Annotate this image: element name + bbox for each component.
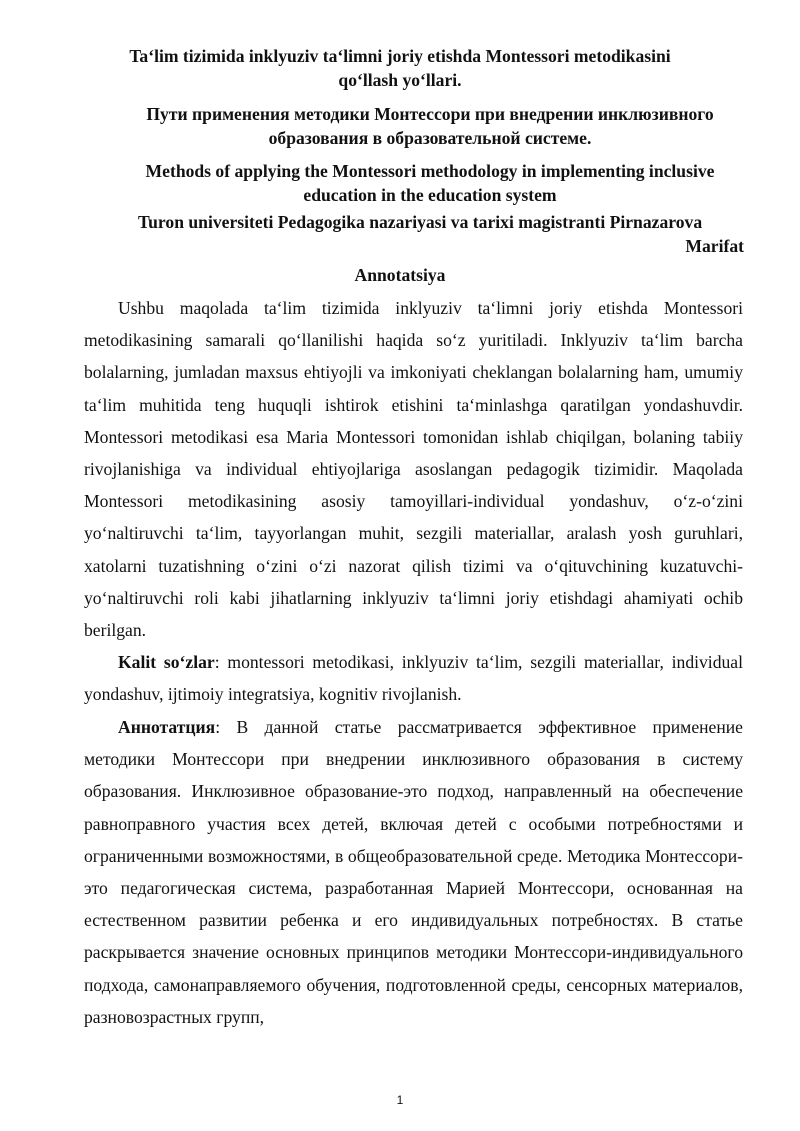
- annotation-heading: Annotatsiya: [354, 265, 446, 285]
- keywords-text: : montessori metodikasi, inklyuziv ta‘lim, sezgili materiallar, individual yondashuv, ijtimoiy integratsiya, kognitiv rivojlanish.: [84, 652, 743, 705]
- abstract-russian: [84, 711, 743, 1033]
- keywords-label: Kalit so‘zlar: [118, 652, 215, 672]
- author-affiliation: Turon universiteti Pedagogika nazariyasi va tarixi magistranti Pirnazarova: [138, 212, 703, 232]
- title-uzbek: Ta‘lim tizimida inklyuziv ta‘limni joriy etishda Montessori metodikasini qo‘llash yo‘llari.: [129, 46, 671, 90]
- author-name: Marifat: [685, 236, 744, 256]
- keywords-paragraph: [84, 646, 743, 710]
- title-russian: Пути применения методики Монтессори при внедрении инклюзивного образования в образовательной системе.: [146, 104, 714, 148]
- page-number: 1: [396, 1093, 404, 1107]
- abstract-russian-label: Аннотатция: [118, 717, 216, 737]
- abstract-russian-text: : В данной статье рассматривается эффективное применение методики Монтессори при внедрении инклюзивного образования в систему образования. Инклюзивное образование-это подход, направленный на обеспечение равноправного участия всех детей, включая детей с особыми потребностями и ограниченными возможностями, в общеобразовательной среде. Методика Монтессори-это педагогическая система, разработанная Марией Монтессори, основанная на естественном развитии ребенка и его индивидуальных потребностях. В статье раскрывается значение основных принципов методики Монтессори-индивидуального подхода, самонаправляемого обучения, подготовленной среды, сенсорных материалов, разновозрастных групп,: [84, 717, 743, 1027]
- author-line: [138, 210, 744, 258]
- title-english: Methods of applying the Montessori methodology in implementing inclusive education in the education system: [145, 161, 715, 205]
- abstract-uzbek: Ushbu maqolada ta‘lim tizimida inklyuziv ta‘limni joriy etishda Montessori metodikasining samarali qo‘llanilishi haqida so‘z yuritiladi. Inklyuziv ta‘lim barcha bolalarning, jumladan maxsus ehtiyojli va imkoniyati cheklangan bolalarning ham, umumiy ta‘lim muhitida teng huquqli ishtirok etishini ta‘minlashga qaratilgan yondashuvdir. Montessori metodikasi esa Maria Montessori tomonidan ishlab chiqilgan, bolaning tabiiy rivojlanishiga va individual ehtiyojlariga asoslangan pedagogik tizimidir. Maqolada Montessori metodikasining asosiy tamoyillari-individual yondashuv, o‘z-o‘zini yo‘naltiruvchi ta‘lim, tayyorlangan muhit, sezgili materiallar, aralash yosh guruhlari, xatolarni tuzatishning o‘zini o‘zi nazorat qilish tizimi va o‘qituvchining kuzatuvchi-yo‘naltiruvchi roli kabi jihatlarning inklyuziv ta‘limni joriy etishdagi ahamiyati ochib berilgan.: [84, 298, 743, 641]
